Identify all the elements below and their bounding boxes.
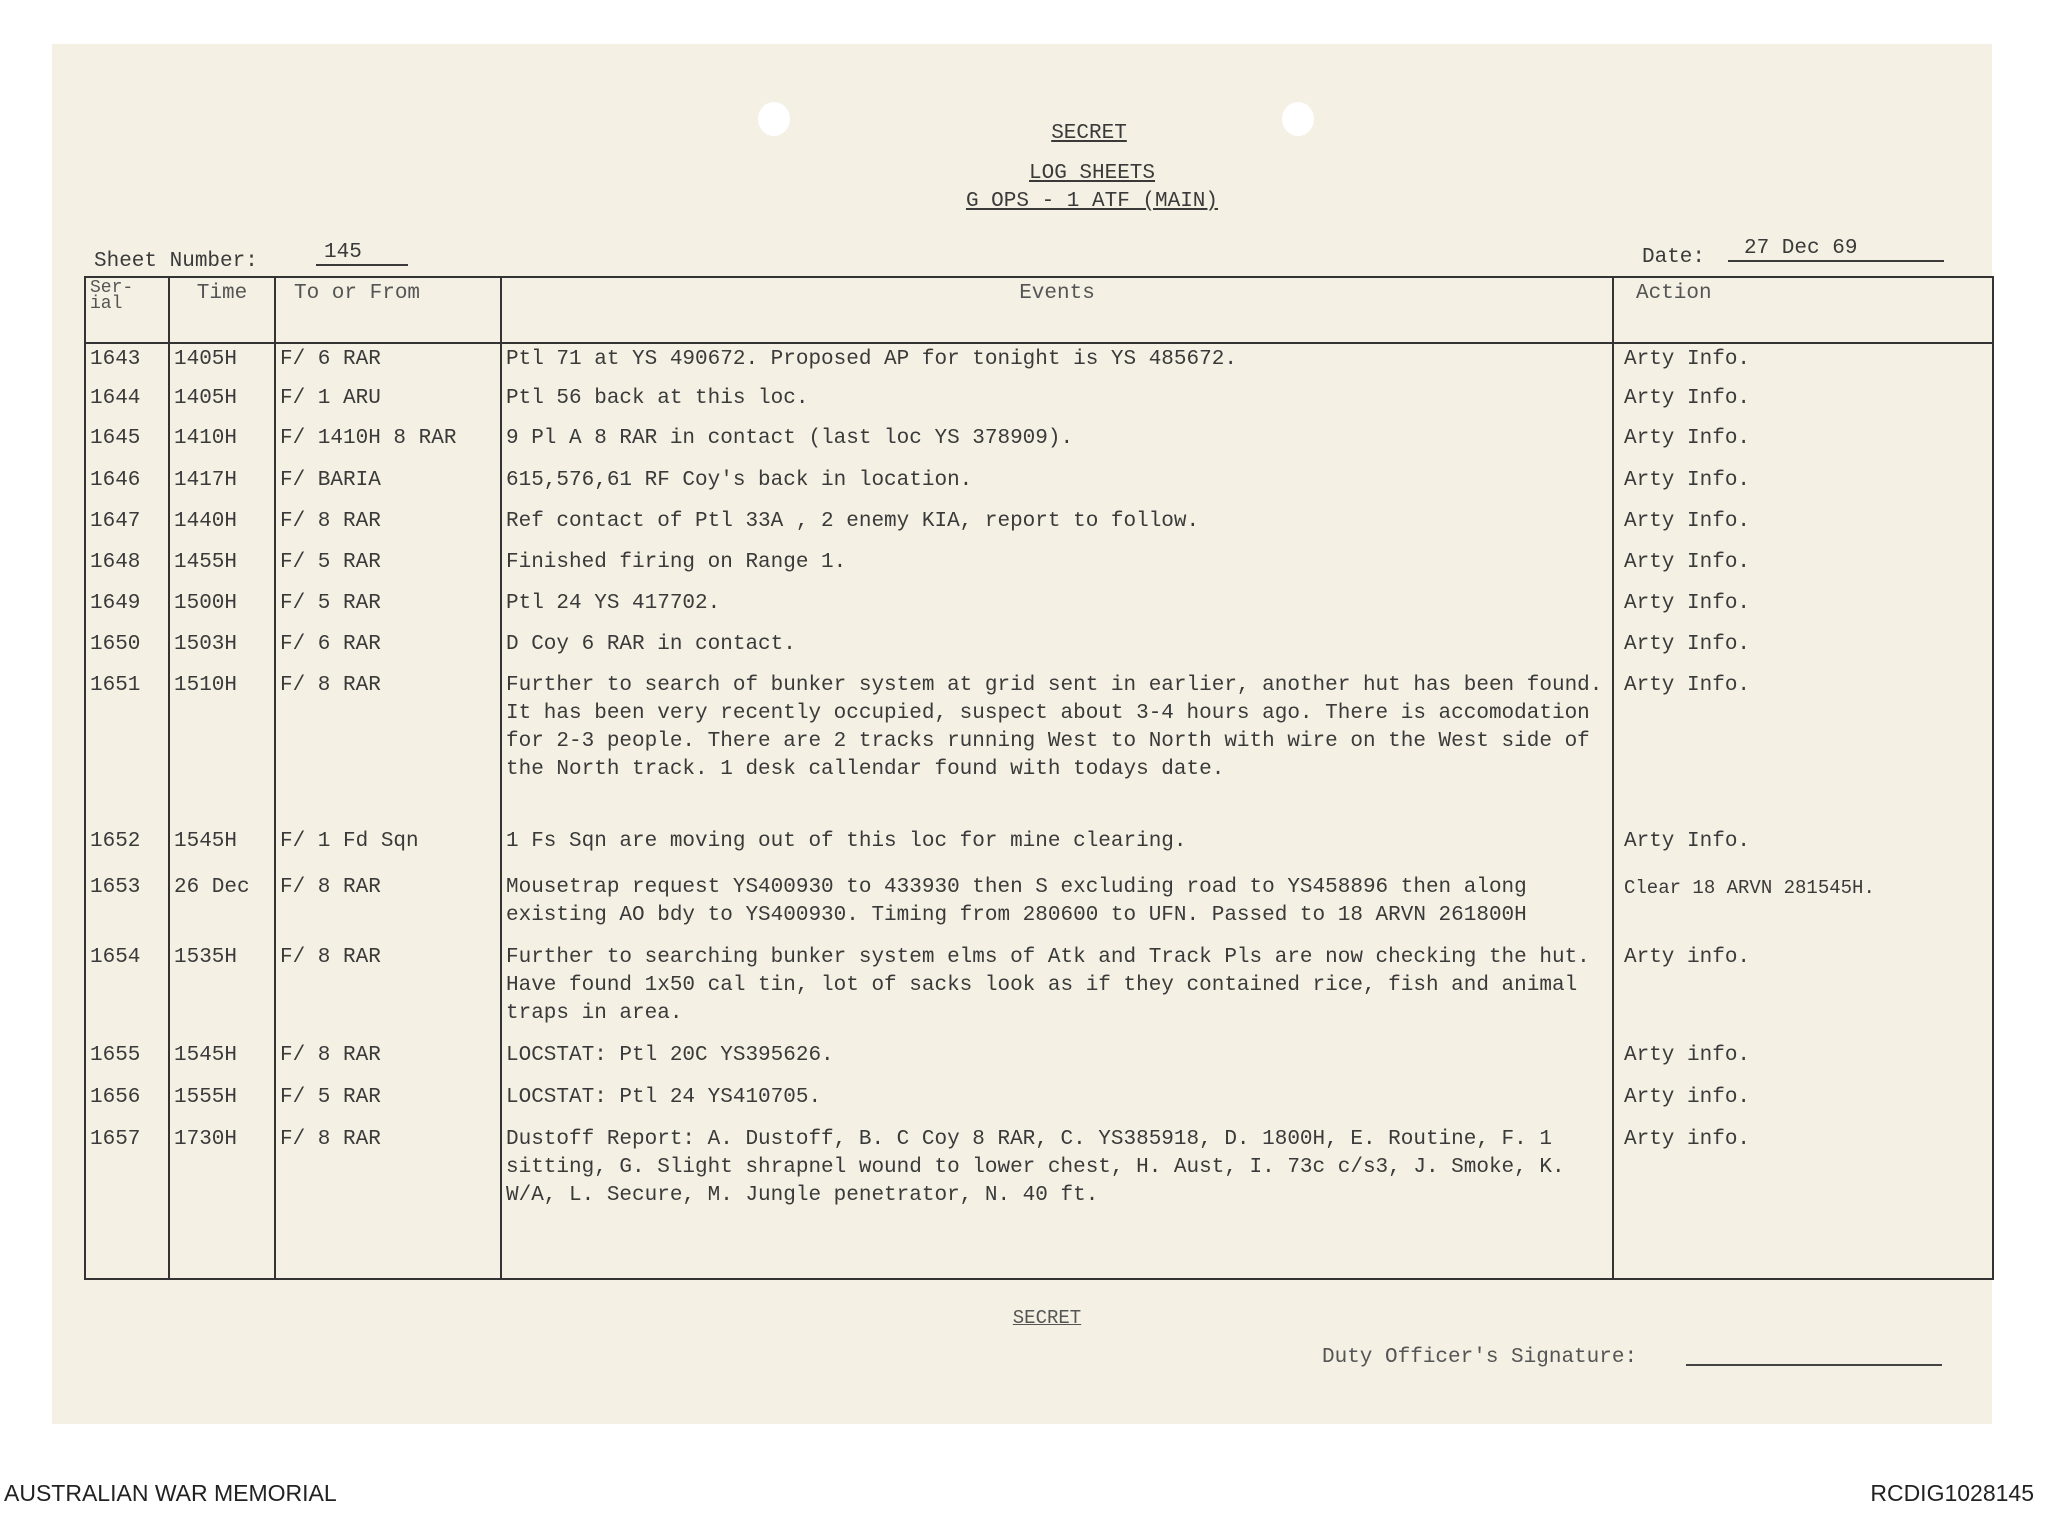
action-cell: Arty Info. bbox=[1613, 629, 1993, 670]
action-cell: Arty Info. bbox=[1613, 465, 1993, 506]
event-cell: Ptl 71 at YS 490672. Proposed AP for tonight is YS 485672. bbox=[501, 343, 1613, 383]
time-cell: 1535H bbox=[169, 942, 275, 1040]
table-row bbox=[85, 629, 1993, 670]
from-cell: F/ 1 Fd Sqn bbox=[275, 826, 501, 872]
classification-top: SECRET bbox=[1051, 122, 1127, 145]
action-cell: Arty Info. bbox=[1613, 383, 1993, 423]
action-cell: Arty Info. bbox=[1613, 423, 1993, 465]
archive-credit: AUSTRALIAN WAR MEMORIAL bbox=[4, 1480, 337, 1506]
action-cell: Arty Info. bbox=[1613, 670, 1993, 826]
document-page bbox=[52, 44, 1992, 1424]
serial-cell: 1648 bbox=[85, 547, 169, 588]
event-cell: Further to searching bunker system elms of Atk and Track Pls are now checking the hut. Have found 1x50 cal tin, lot of sacks look as if they contained rice, fish and animal traps in area. bbox=[501, 942, 1613, 1040]
serial-cell: 1645 bbox=[85, 423, 169, 465]
from-cell: F/ 8 RAR bbox=[275, 506, 501, 547]
serial-cell: 1650 bbox=[85, 629, 169, 670]
event-cell: 9 Pl A 8 RAR in contact (last loc YS 378909). bbox=[501, 423, 1613, 465]
time-cell: 26 Dec bbox=[169, 872, 275, 942]
serial-cell: 1656 bbox=[85, 1082, 169, 1124]
time-cell: 1503H bbox=[169, 629, 275, 670]
serial-cell: 1643 bbox=[85, 343, 169, 383]
signature-label: Duty Officer's Signature: bbox=[1322, 1346, 1638, 1369]
action-cell: Arty Info. bbox=[1613, 826, 1993, 872]
time-cell: 1440H bbox=[169, 506, 275, 547]
sheet-number: 145 bbox=[316, 241, 408, 266]
from-cell: F/ 1410H 8 RAR bbox=[275, 423, 501, 465]
from-cell: F/ 8 RAR bbox=[275, 872, 501, 942]
serial-cell: 1653 bbox=[85, 872, 169, 942]
event-cell: 1 Fs Sqn are moving out of this loc for mine clearing. bbox=[501, 826, 1613, 872]
signature-line bbox=[1686, 1364, 1942, 1366]
table-header bbox=[85, 277, 1993, 343]
from-cell: F/ 5 RAR bbox=[275, 547, 501, 588]
unit-title: G OPS - 1 ATF (MAIN) bbox=[965, 190, 1219, 213]
table-row bbox=[85, 670, 1993, 826]
serial-cell: 1655 bbox=[85, 1040, 169, 1082]
time-cell: 1500H bbox=[169, 588, 275, 629]
action-cell: Arty info. bbox=[1613, 1124, 1993, 1279]
from-cell: F/ 8 RAR bbox=[275, 942, 501, 1040]
time-cell: 1405H bbox=[169, 383, 275, 423]
from-cell: F/ 8 RAR bbox=[275, 1040, 501, 1082]
document-title: LOG SHEETS bbox=[1028, 162, 1156, 185]
event-cell: Finished firing on Range 1. bbox=[501, 547, 1613, 588]
time-cell: 1555H bbox=[169, 1082, 275, 1124]
serial-cell: 1651 bbox=[85, 670, 169, 826]
event-cell: 615,576,61 RF Coy's back in location. bbox=[501, 465, 1613, 506]
punch-hole bbox=[758, 102, 790, 136]
event-cell: Ptl 24 YS 417702. bbox=[501, 588, 1613, 629]
time-cell: 1545H bbox=[169, 826, 275, 872]
event-cell: Mousetrap request YS400930 to 433930 then S excluding road to YS458896 then along existing AO bdy to YS400930. Timing from 280600 to UFN. Passed to 18 ARVN 261800H bbox=[501, 872, 1613, 942]
sheet-number-label: Sheet Number: bbox=[94, 250, 258, 273]
time-cell: 1417H bbox=[169, 465, 275, 506]
table-row bbox=[85, 1040, 1993, 1082]
serial-cell: 1657 bbox=[85, 1124, 169, 1279]
column-header-serial: Ser- ial bbox=[85, 277, 169, 343]
table-row bbox=[85, 423, 1993, 465]
date-value: 27 Dec 69 bbox=[1728, 237, 1944, 262]
log-table bbox=[84, 276, 1994, 1280]
punch-hole bbox=[1282, 102, 1314, 136]
action-cell: Arty info. bbox=[1613, 1082, 1993, 1124]
action-cell: Arty info. bbox=[1613, 1040, 1993, 1082]
serial-cell: 1644 bbox=[85, 383, 169, 423]
time-cell: 1545H bbox=[169, 1040, 275, 1082]
event-cell: LOCSTAT: Ptl 20C YS395626. bbox=[501, 1040, 1613, 1082]
from-cell: F/ 8 RAR bbox=[275, 1124, 501, 1279]
table-row bbox=[85, 872, 1993, 942]
serial-cell: 1647 bbox=[85, 506, 169, 547]
time-cell: 1455H bbox=[169, 547, 275, 588]
action-cell: Arty Info. bbox=[1613, 588, 1993, 629]
event-cell: Dustoff Report: A. Dustoff, B. C Coy 8 RAR, C. YS385918, D. 1800H, E. Routine, F. 1 sitting, G. Slight shrapnel wound to lower chest, H. Aust, I. 73c c/s3, J. Smoke, K. W/A, L. Secure, M. Jungle penetrator, N. 40 ft. bbox=[501, 1124, 1613, 1279]
table-row bbox=[85, 826, 1993, 872]
event-cell: LOCSTAT: Ptl 24 YS410705. bbox=[501, 1082, 1613, 1124]
table-row bbox=[85, 506, 1993, 547]
event-cell: Further to search of bunker system at grid sent in earlier, another hut has been found. It has been very recently occupied, suspect about 3-4 hours ago. There is accomodation for 2-3 people. There are 2 tracks running West to North with wire on the West side of the North track. 1 desk callendar found with todays date. bbox=[501, 670, 1613, 826]
table-row bbox=[85, 942, 1993, 1040]
table-row bbox=[85, 1082, 1993, 1124]
event-cell: Ptl 56 back at this loc. bbox=[501, 383, 1613, 423]
time-cell: 1730H bbox=[169, 1124, 275, 1279]
event-cell: D Coy 6 RAR in contact. bbox=[501, 629, 1613, 670]
from-cell: F/ 5 RAR bbox=[275, 1082, 501, 1124]
column-header-action: Action bbox=[1613, 277, 1993, 343]
column-header-to-from: To or From bbox=[275, 277, 501, 343]
action-cell: Clear 18 ARVN 281545H. bbox=[1613, 872, 1993, 942]
serial-cell: 1652 bbox=[85, 826, 169, 872]
table-row bbox=[85, 588, 1993, 629]
column-header-time: Time bbox=[169, 277, 275, 343]
serial-cell: 1646 bbox=[85, 465, 169, 506]
column-header-events: Events bbox=[501, 277, 1613, 343]
from-cell: F/ BARIA bbox=[275, 465, 501, 506]
table-row bbox=[85, 383, 1993, 423]
time-cell: 1405H bbox=[169, 343, 275, 383]
classification-bottom: SECRET bbox=[1012, 1307, 1082, 1329]
time-cell: 1510H bbox=[169, 670, 275, 826]
from-cell: F/ 6 RAR bbox=[275, 343, 501, 383]
table-row bbox=[85, 343, 1993, 383]
action-cell: Arty info. bbox=[1613, 942, 1993, 1040]
action-cell: Arty Info. bbox=[1613, 506, 1993, 547]
action-cell: Arty Info. bbox=[1613, 343, 1993, 383]
table-row bbox=[85, 1124, 1993, 1279]
event-cell: Ref contact of Ptl 33A , 2 enemy KIA, report to follow. bbox=[501, 506, 1613, 547]
serial-cell: 1654 bbox=[85, 942, 169, 1040]
table-row bbox=[85, 465, 1993, 506]
from-cell: F/ 5 RAR bbox=[275, 588, 501, 629]
from-cell: F/ 1 ARU bbox=[275, 383, 501, 423]
serial-cell: 1649 bbox=[85, 588, 169, 629]
date-label: Date: bbox=[1642, 246, 1706, 269]
time-cell: 1410H bbox=[169, 423, 275, 465]
from-cell: F/ 8 RAR bbox=[275, 670, 501, 826]
from-cell: F/ 6 RAR bbox=[275, 629, 501, 670]
archive-reference: RCDIG1028145 bbox=[1870, 1480, 2034, 1506]
action-cell: Arty Info. bbox=[1613, 547, 1993, 588]
table-row bbox=[85, 547, 1993, 588]
